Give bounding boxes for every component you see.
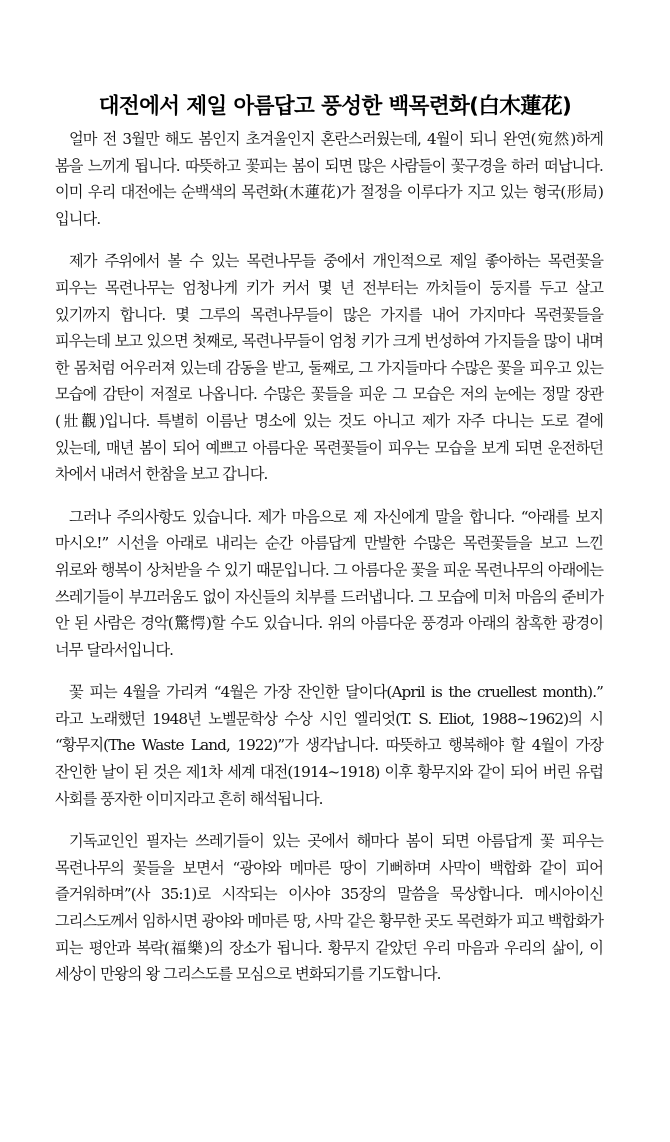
paragraph-3: 그러나 주의사항도 있습니다. 제가 마음으로 제 자신에게 말을 합니다. “아래를 보지 마시오!” 시선을 아래로 내리는 순간 아름답게 만발한 수많은 목련꽃들을 보고 느낀 위로와 행복이 상처받을 수 있기 때문입니다. 그 아름다운 꽃을 피운 목련나무의 아래에는 쓰레기들이 부끄러움도 없이 자신들의 치부를 드러냅니다. 그 모습에 미처 마음의 준비가 안 된 사람은 경악(驚愕)할 수도 있습니다. 위의 아름다운 풍경과 아래의 참혹한 광경이 너무 달라서입니다. (55, 507, 603, 659)
paragraph-1: 얼마 전 3월만 해도 봄인지 초겨울인지 혼란스러웠는데, 4월이 되니 완연(宛然)하게 봄을 느끼게 됩니다. 따뜻하고 꽃피는 봄이 되면 많은 사람들이 꽃구경을 하러 떠납니다. 이미 우리 대전에는 순백색의 목련화(木蓮花)가 절정을 이루다가 지고 있는 형국(形局)입니다. (55, 130, 603, 228)
paragraph-4: 꽃 피는 4월을 가리켜 “4월은 가장 잔인한 달이다(April is the cruellest month).” 라고 노래했던 1948년 노벨문학상 수상 시인 엘리엇(T. S. Eliot, 1988~1962)의 시 “황무지(The Waste Land, 1922)”가 생각납니다. 따뜻하고 행복해야 할 4월이 가장 잔인한 날이 된 것은 제1차 세계 대전(1914~1918) 이후 황무지와 같이 되어 버린 유럽 사회를 풍자한 이미지라고 흔히 해석됩니다. (55, 683, 603, 808)
document-title: 대전에서 제일 아름답고 풍성한 백목련화(白木蓮花) (98, 94, 572, 119)
paragraph-2: 제가 주위에서 볼 수 있는 목련나무들 중에서 개인적으로 제일 좋아하는 목련꽃을 피우는 목련나무는 엄청나게 키가 커서 몇 년 전부터는 까치들이 둥지를 두고 살고 있기까지 합니다. 몇 그루의 목련나무들이 많은 가지를 내어 가지마다 목련꽃들을 피우는데 보고 있으면 첫째로, 목련나무들이 엄청 키가 크게 번성하여 가지들을 많이 내며 한 몸처럼 어우러져 있는데 감동을 받고, 둘째로, 그 가지들마다 수많은 꽃을 피우고 있는 모습에 감탄이 저절로 나옵니다. 수많은 꽃들을 피운 그 모습은 저의 눈에는 정말 장관(壯觀)입니다. 특별히 이름난 명소에 있는 것도 아니고 제가 자주 다니는 도로 곁에 있는데, 매년 봄이 되어 예쁘고 아름다운 목련꽃들이 피우는 모습을 보게 되면 운전하던 차에서 내려서 한참을 보고 갑니다. (55, 252, 603, 484)
document-body (55, 126, 603, 1004)
paragraph-5: 기독교인인 필자는 쓰레기들이 있는 곳에서 해마다 봄이 되면 아름답게 꽃 피우는 목련나무의 꽃들을 보면서 “광야와 메마른 땅이 기뻐하며 사막이 백합화 같이 피어 즐거워하며”(사 35:1)로 시작되는 이사야 35장의 말씀을 묵상합니다. 메시아이신 그리스도께서 임하시면 광야와 메마른 땅, 사막 같은 황무한 곳도 목련화가 피고 백합화가 피는 평안과 복락(福樂)의 장소가 됩니다. 황무지 같았던 우리 마음과 우리의 삶이, 이 세상이 만왕의 왕 그리스도를 모심으로 변화되기를 기도합니다. (55, 832, 603, 984)
